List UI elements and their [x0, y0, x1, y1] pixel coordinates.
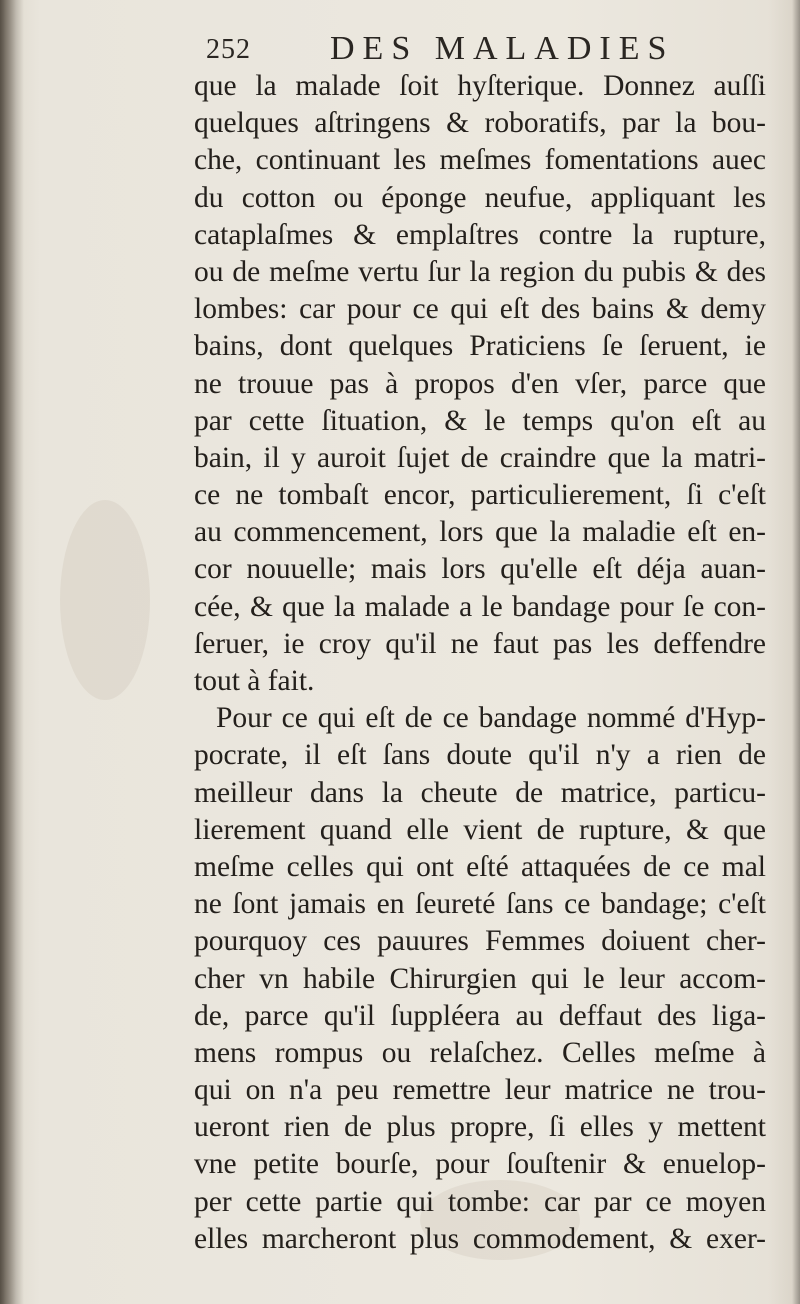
text-line: que la malade ſoit hyſterique. Donnez auſſi — [194, 70, 766, 102]
text-line: cor nouuelle; mais lors qu'elle eſt déja auan- — [194, 553, 766, 586]
text-line: qui on n'a peu remettre leur matrice ne trou- — [194, 1074, 766, 1107]
text-line: ueront rien de plus propre, ſi elles y mettent — [194, 1111, 766, 1144]
text-line: meilleur dans la cheute de matrice, particu- — [194, 776, 766, 809]
text-line: du cotton ou éponge neufue, appliquant les — [194, 181, 766, 214]
text-line: bain, il y auroit ſujet de craindre que la matri- — [194, 441, 766, 474]
text-line: cher vn habile Chirurgien qui le leur accom- — [194, 962, 766, 995]
text-line: par cette ſituation, & le temps qu'on eſt au — [194, 404, 766, 437]
text-line: meſme celles qui ont eſté attaquées de ce mal — [194, 850, 766, 883]
text-line: che, continuant les meſmes fomentations auec — [194, 144, 766, 177]
text-line: lierement quand elle vient de rupture, & que — [194, 813, 766, 846]
text-line: lombes: car pour ce qui eſt des bains & demy — [194, 293, 766, 326]
text-line: tout à fait. — [194, 665, 315, 697]
binding-gutter-shadow — [0, 0, 24, 1304]
text-line: quelques aſtringens & roboratifs, par la bou- — [194, 107, 766, 140]
text-line: mens rompus ou relaſchez. Celles meſme à — [194, 1036, 766, 1069]
text-line: cataplaſmes & emplaſtres contre la rupture, — [194, 218, 766, 251]
text-line: elles marcheront plus commodement, & exer- — [194, 1222, 766, 1255]
text-line: au commencement, lors que la maladie eſt en- — [194, 516, 766, 549]
body-text — [194, 68, 766, 1258]
text-line: Pour ce qui eſt de ce bandage nommé d'Hyp- — [216, 702, 766, 735]
text-line: de, parce qu'il ſuppléera au deffaut des liga- — [194, 999, 766, 1032]
text-line: pocrate, il eſt ſans doute qu'il n'y a rien de — [194, 739, 766, 772]
running-head: DES MALADIES — [330, 30, 675, 67]
text-line: cée, & que la malade a le bandage pour ſe con- — [194, 590, 766, 623]
text-line: per cette partie qui tombe: car par ce moyen — [194, 1185, 766, 1218]
text-line: ſeruer, ie croy qu'il ne faut pas les deffendre — [194, 627, 766, 660]
page-edge-shadow — [792, 0, 800, 1304]
paper-stain — [60, 500, 150, 700]
page-header — [206, 30, 676, 70]
page-number: 252 — [206, 34, 251, 65]
text-line: ne trouue pas à propos d'en vſer, parce que — [194, 367, 766, 400]
text-line: vne petite bourſe, pour ſouſtenir & enuelop- — [194, 1148, 766, 1181]
text-line: ou de meſme vertu ſur la region du pubis & des — [194, 255, 766, 288]
text-line: pourquoy ces pauures Femmes doiuent cher- — [194, 925, 766, 958]
text-line: ne ſont jamais en ſeureté ſans ce bandage; c'eſt — [194, 888, 766, 921]
text-line: bains, dont quelques Praticiens ſe ſeruent, ie — [194, 330, 766, 363]
text-line: ce ne tombaſt encor, particulierement, ſi c'eſt — [194, 479, 766, 512]
